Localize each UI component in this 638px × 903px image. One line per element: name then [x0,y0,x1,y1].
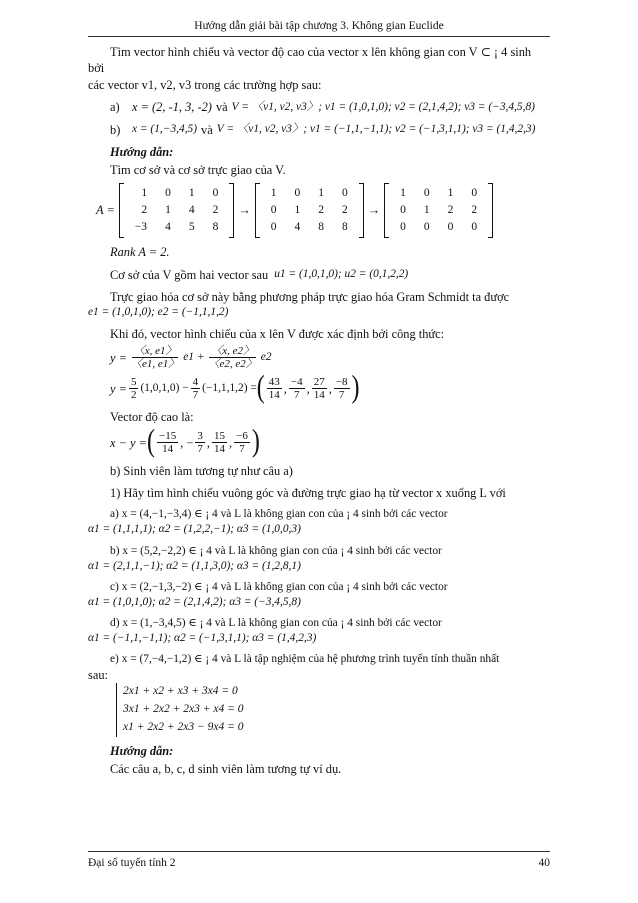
equation-2: 3x1 + 2x2 + 2x3 + x4 = 0 [123,703,244,716]
matrix-cell: 1 [141,186,148,199]
result-4: $\frac{-8}{7}$ [335,375,348,402]
exercise-a-line-2: α1 = (1,1,1,1); α2 = (1,2,2,−1); α3 = (1,0,0,3) [88,523,301,536]
height-4: $\frac{-6}{7}$ [236,429,248,456]
matrix-label: A = [96,203,115,218]
case-a-v: V = 〈v1, v2, v3〉; v1 = (1,0,1,0); v2 = (2,1,4,2); v3 = (−3,4,5,8) [231,100,535,113]
matrix-cell: 4 [188,203,195,216]
calc-tail-1: (1,0,1,0) − [140,382,189,395]
matrix-cell: −3 [134,220,148,233]
rank-text: Rank A = 2. [110,245,170,260]
matrix-cell: 1 [318,186,324,199]
exercise-c-line-1: c) x = (2,−1,3,−2) ∈ ¡ 4 và L là không gian con của ¡ 4 sinh bởi các vector [110,580,448,593]
gram-text: Trực giao hóa cơ sở này bằng phương pháp trực giao hóa Gram Schmidt ta được [110,289,510,304]
guide-2-text: Các câu a, b, c, d sinh viên làm tương tự ví dụ. [110,762,342,777]
height-2: $\frac{3}{7}$ [197,429,203,456]
equation-1: 2x1 + x2 + x3 + 3x4 = 0 [123,685,238,698]
matrix-a [119,183,235,239]
result-2: $\frac{-4}{7}$ [290,375,303,402]
exercise-title: 1) Hãy tìm hình chiếu vuông góc và đường trực giao hạ từ vector x xuống L với [110,486,506,501]
matrix-cell: 0 [294,186,301,199]
matrix-row [391,185,486,202]
exercise-b-line-1: b) x = (5,2,−2,2) ∈ ¡ 4 và L là không gian con của ¡ 4 sinh bởi các vector [110,544,442,557]
exercise-b-line-2: α1 = (2,1,1,−1); α2 = (1,1,3,0); α3 = (1,2,8,1) [88,559,301,572]
guide-heading: Hướng dẫn: [110,144,174,159]
matrix-cell: 1 [188,186,195,199]
matrix-cell: 2 [471,203,478,216]
formula-y: y = [110,350,127,365]
matrix-cell: 0 [471,220,478,233]
formula-tail-1: e1 + [183,351,205,364]
height-calc: x − y = ( $\frac{-15}{14}$ , − $\frac{3}{7}$ , $\frac{15}{14}$ , $\frac{-6}{7}$ ) [88,427,550,459]
formula-frac-2: $\frac{〈x, e2〉}{〈e2, e2〉}$ [208,344,257,371]
height-left-paren: ( [147,424,156,459]
matrix-cell: 8 [212,220,219,233]
matrix-cell: 2 [318,203,324,216]
right-paren: ) [351,370,360,405]
height-3: $\frac{15}{14}$ [214,429,226,456]
case-b-label: b) [110,122,121,137]
matrix-cell: 0 [447,220,454,233]
result-3: $\frac{27}{14}$ [313,375,325,402]
equation-3: x1 + 2x2 + 2x3 − 9x4 = 0 [123,720,244,733]
result-1: $\frac{43}{14}$ [268,375,280,402]
matrix-cell: 4 [165,220,171,233]
matrix-row [262,219,357,236]
matrix-step-3 [384,183,493,239]
case-a-x: x = (2, -1, 3, -2) [132,100,212,115]
height-text: Vector độ cao là: [110,409,194,424]
case-a-and: và [215,100,228,115]
arrow-1: → [238,203,251,218]
matrix-cell: 0 [471,186,478,199]
matrix-cell: 1 [165,203,171,216]
height-1: $\frac{-15}{14}$ [159,429,177,456]
calc-tail-2: (−1,1,1,2) = [202,382,257,395]
case-a-label: a) [110,100,120,115]
matrix-cell: 0 [423,220,430,233]
basis-text: Cơ sở của V gồm hai vector sau [110,267,269,282]
matrix-cell: 0 [341,186,348,199]
exercise-e-line-1: e) x = (7,−4,−1,2) ∈ ¡ 4 và L là tập nghiệm của hệ phương trình tuyến tính thuần nhất [110,652,500,665]
matrix-row [262,202,357,219]
matrix-cell: 2 [141,203,148,216]
case-a [88,99,550,115]
exercise-d-line-2: α1 = (−1,1,−1,1); α2 = (−1,3,1,1); α3 = (1,4,2,3) [88,631,317,644]
matrix-cell: 0 [165,186,171,199]
exercise-d-line-1: d) x = (1,−3,4,5) ∈ ¡ 4 và L là không gian con của ¡ 4 sinh bởi các vector [110,616,442,629]
matrix-row [126,185,228,202]
gram-vectors: e1 = (1,0,1,0); e2 = (−1,1,1,2) [88,306,229,319]
matrix-cell: 0 [270,203,277,216]
left-paren: ( [256,370,265,405]
intro-line-1: Tìm vector hình chiếu và vector độ cao của vector x lên không gian con V ⊂ ¡ 4 sinh bởi [88,45,532,76]
matrix-cell: 1 [270,186,277,199]
b-note: b) Sinh viên làm tương tự như câu a) [110,463,293,478]
guide-step-1: Tìm cơ sở và cơ sở trực giao của V. [110,163,286,178]
case-b-and: và [201,122,213,137]
matrix-row [126,202,228,219]
projection-calc: y = $\frac{5}{2}$ (1,0,1,0) − $\frac{4}{7}$ (−1,1,1,2) = ( $\frac{43}{14}$ , $\frac{-4}{7}$ , $\frac{27}{14}$ , $\frac{-8}{7}$ ) [88,373,550,405]
matrix-cell: 5 [188,220,195,233]
matrix-cell: 1 [294,203,301,216]
footer-rule [88,851,550,852]
matrix-row [391,219,486,236]
matrix-cell: 2 [212,203,219,216]
projection-text: Khi đó, vector hình chiếu của x lên V được xác định bởi công thức: [110,327,445,342]
page-number: 40 [538,857,550,869]
matrix-row [262,185,357,202]
matrix-cell: 4 [294,220,301,233]
case-b [88,122,550,138]
matrix-cell: 1 [447,186,454,199]
matrix-cell: 0 [400,220,406,233]
exercise-a-line-1: a) x = (4,−1,−3,4) ∈ ¡ 4 và L là không gian con của ¡ 4 sinh bởi các vector [110,508,448,521]
formula-frac-1: $\frac{〈x, e1〉}{〈e1, e1〉}$ [130,344,180,371]
projection-formula [88,345,550,371]
row-reduction [88,183,550,239]
guide-2-heading: Hướng dẫn: [110,743,174,758]
matrix-row [391,202,486,219]
case-b-x: x = (1,−3,4,5) [132,123,198,136]
matrix-step-2 [255,183,364,239]
page-header: Hướng dẫn giải bài tập chương 3. Không gian Euclide [194,20,444,32]
matrix-cell: 0 [270,220,277,233]
calc-frac-2: $\frac{4}{7}$ [192,375,199,402]
matrix-cell: 8 [318,220,324,233]
matrix-cell: 0 [400,203,406,216]
matrix-cell: 0 [423,186,430,199]
basis-line [88,267,550,283]
footer-title: Đại số tuyến tính 2 [88,857,176,869]
basis-vectors: u1 = (1,0,1,0); u2 = (0,1,2,2) [274,268,409,281]
header-rule [88,36,550,37]
exercise-e-line-2: sau: [88,667,108,682]
linear-system [116,683,243,736]
page-content [88,44,550,777]
intro-line-2: các vector v1, v2, v3 trong các trường hợp sau: [88,77,322,92]
case-b-v: V = 〈v1, v2, v3〉; v1 = (−1,1,−1,1); v2 = (−1,3,1,1); v3 = (1,4,2,3) [216,123,536,136]
matrix-cell: 1 [423,203,430,216]
formula-tail-2: e2 [260,351,272,364]
matrix-cell: 2 [447,203,454,216]
matrix-row [126,219,228,236]
calc-frac-1: $\frac{5}{2}$ [130,375,137,402]
calc-y: y = [110,381,127,396]
arrow-2: → [367,203,381,218]
matrix-cell: 8 [341,220,348,233]
exercise-c-line-2: α1 = (1,0,1,0); α2 = (2,1,4,2); α3 = (−3,4,5,8) [88,595,301,608]
matrix-cell: 1 [400,186,406,199]
matrix-cell: 0 [212,186,219,199]
height-right-paren: ) [251,424,260,459]
matrix-cell: 2 [341,203,348,216]
height-lhs: x − y = [110,435,148,450]
